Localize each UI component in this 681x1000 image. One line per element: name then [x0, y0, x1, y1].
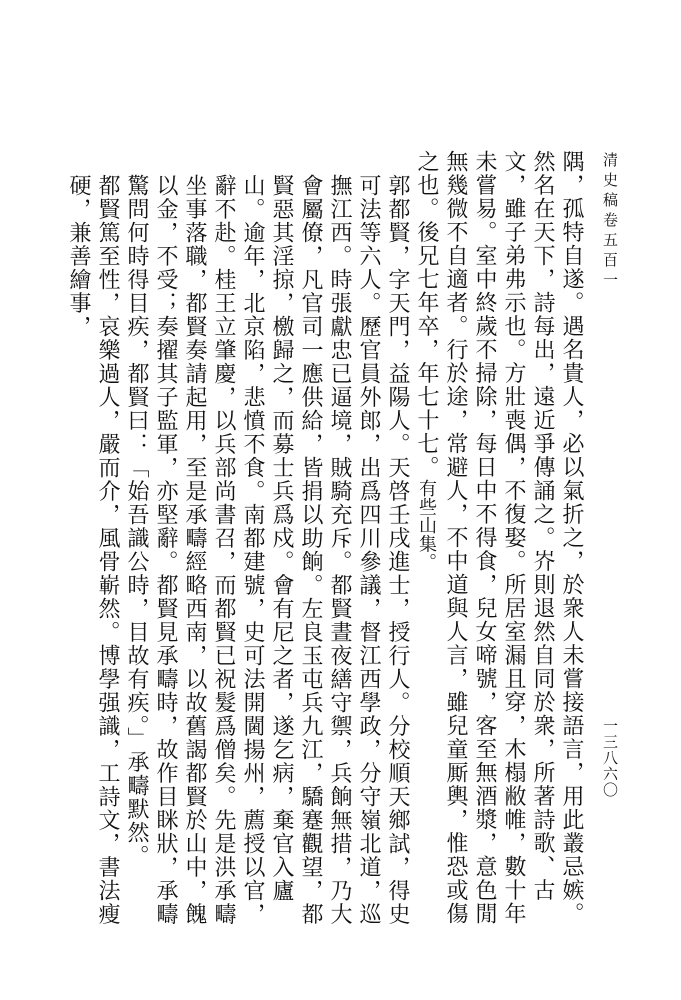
book-title-note: 有些山集。	[416, 479, 437, 572]
paragraph-text: 都賢篤至性，哀樂過人，嚴而介，風骨嶄然。博學强識，工詩文，書法瘦硬，兼善繪事，	[66, 174, 120, 926]
text-body	[66, 150, 586, 930]
paragraph	[122, 174, 412, 930]
page-number: 一三八六〇	[601, 718, 619, 798]
page-header: 清史稿卷五百一	[601, 152, 619, 292]
paragraph	[64, 174, 122, 930]
paragraph	[412, 150, 586, 930]
paragraph-text: 郭都賢，字天門，益陽人。天啓壬戌進士，授行人。分校順天鄉試，得史可法等六人。歷官員外郎，出爲四川參議，督江西學政，分守嶺北道，巡撫江西。時張獻忠已逼境，賊騎充斥。都賢晝夜繕守禦，兵餉無措，乃大會屬僚，凡官司一應供給，皆捐以助餉。左良玉屯兵九江，驕蹇觀望，都賢惡其淫掠，檄歸之，而募士兵爲戍。會有尼之者，遂乞病，棄官入廬山。逾年，北京陷，悲憤不食。南都建號，史可法開閫揚州，薦授以官，辭不赴。桂王立肇慶，以兵部尚書召，而都賢已祝髮爲僧矣。先是洪承疇坐事落職，都賢奏請起用，至是承疇經略西南，以故舊謁都賢於山中，餽以金，不受；奏擢其子監軍，亦堅辭。都賢見承疇時，故作目眯狀，承疇驚問何時得目疾，都賢曰：「始吾識公時，目故有疾。」承疇默然。	[124, 174, 410, 926]
paragraph-text: 隅，孤特自遂。遇名貴人，必以氣折之，於衆人未嘗接語言，用此叢忌嫉。然名在天下，詩每出，遠近爭傳誦之。岕則退然自同於衆，所著詩歌、古文，雖子弟弗示也。方壯喪偶，不復娶。所居室漏且穿，木榻敝帷，數十年未嘗易。室中終歲不掃除，每日中不得食，兒女啼號，客至無酒漿，意色閒無幾微不自適者。行於途，常避人，不中道與人言，雖兒童厮輿，惟恐或傷之也。後兄七年卒，年七十七。	[414, 150, 584, 926]
